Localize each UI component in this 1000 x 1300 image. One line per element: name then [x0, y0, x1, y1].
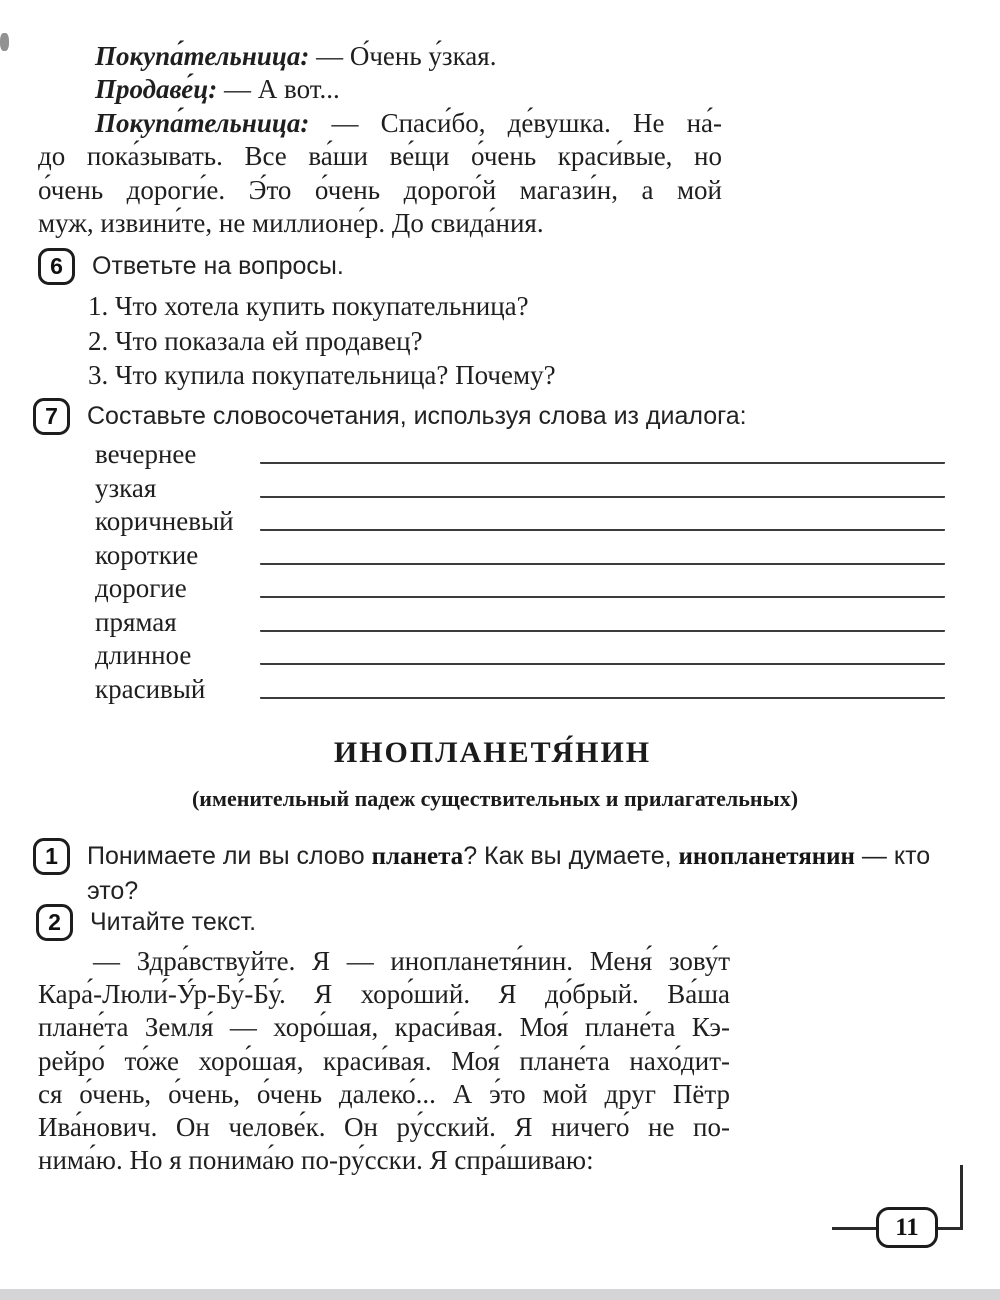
- instruction-fragment: планета: [371, 843, 464, 870]
- section-subtitle: (именительный падеж существительных и прилагательных): [191, 786, 799, 811]
- exercise-7-header: [33, 397, 983, 435]
- exercise-6-instruction: Ответьте на вопросы.: [92, 252, 344, 280]
- word-label: дорогие: [95, 573, 187, 603]
- dialog-text: о́чень дороги́е. Э́то о́чень дорого́й магази́н, а мой: [38, 174, 722, 205]
- scan-edge-bar: [0, 1289, 1000, 1300]
- section-title: ИНОПЛАНЕТЯ́НИН: [333, 736, 652, 769]
- exercise-7-instruction: Составьте словосочетания, используя слова из диалога:: [87, 402, 747, 430]
- answer-blank-line[interactable]: [260, 438, 945, 464]
- instruction-fragment: — кто это?: [87, 842, 931, 905]
- word-label: красивый: [95, 673, 206, 704]
- dialog-line: [38, 174, 722, 207]
- answer-blank-line[interactable]: [260, 673, 945, 699]
- dialog-text: — Спаси́бо, де́вушка. Не на́-: [331, 107, 722, 138]
- answer-blank-line[interactable]: [260, 639, 945, 665]
- page-number: 11: [876, 1207, 938, 1248]
- dialog-block: [38, 40, 722, 240]
- dialog-text: муж, извини́те, не миллионе́р. До свида́ния.: [38, 208, 544, 239]
- exercise-7-word-list: [95, 438, 945, 706]
- word-row: [95, 606, 945, 640]
- exercise-6-header: [38, 247, 968, 285]
- page-number-rule-right: [935, 1227, 963, 1230]
- instruction-fragment: инопланетянин: [678, 843, 855, 870]
- dialog-line: [38, 73, 722, 106]
- story-line: ся о́чень, о́чень, о́чень далеко́... А э́то мой друг Пётр: [38, 1078, 730, 1109]
- story-line: плане́та Земля́ — хоро́шая, краси́вая. Моя́ плане́та Кэ-: [38, 1012, 730, 1043]
- dialog-text: — О́чень у́зкая.: [316, 41, 497, 71]
- page-number-rule-left: [832, 1227, 878, 1230]
- dialog-speaker: Продаве́ц:: [95, 74, 218, 105]
- dialog-speaker: Покупа́тельница:: [95, 107, 310, 138]
- dialog-line: [38, 40, 722, 73]
- word-label: коричневый: [95, 506, 234, 536]
- word-row: [95, 438, 945, 472]
- word-row: [95, 639, 945, 673]
- exercise-1-instruction: [87, 837, 932, 909]
- word-label: вечернее: [95, 439, 197, 469]
- answer-blank-line[interactable]: [260, 539, 945, 565]
- story-line: нима́ю. Но я понима́ю по-ру́сски. Я спра́шиваю:: [38, 1145, 594, 1176]
- exercise-1-header: [33, 837, 968, 909]
- story-line: рейро́ то́же хоро́шая, краси́вая. Моя́ плане́та нахо́дит-: [38, 1045, 730, 1076]
- word-label: узкая: [95, 472, 157, 503]
- exercise-2-instruction: Читайте текст.: [90, 908, 257, 936]
- word-label: длинное: [95, 640, 192, 670]
- answer-blank-line[interactable]: [260, 505, 945, 531]
- word-row: [95, 539, 945, 573]
- exercise-1-number-badge: 1: [33, 838, 70, 875]
- story-paragraph: [38, 945, 730, 1177]
- exercise-6-number-badge: 6: [38, 248, 75, 285]
- story-line: Кара́-Люли́-У́р-Бу́-Бу́. Я хоро́ший. Я до́брый. Ва́ша: [38, 979, 730, 1010]
- exercise-2-header: [36, 903, 736, 941]
- word-row: [95, 572, 945, 606]
- page-number-rule-vertical: [960, 1165, 963, 1230]
- question-line: 2. Что показала ей продавец?: [88, 325, 423, 356]
- dialog-text: до пока́зывать. Все ва́ши ве́щи о́чень краси́вые, но: [38, 141, 722, 172]
- question-line: 3. Что купила покупательница? Почему?: [88, 360, 556, 391]
- answer-blank-line[interactable]: [260, 606, 945, 632]
- instruction-fragment: Понимаете ли вы слово: [87, 842, 372, 870]
- dialog-line: [38, 107, 722, 140]
- answer-blank-line[interactable]: [260, 472, 945, 498]
- dialog-speaker: Покупа́тельница:: [95, 41, 310, 71]
- dialog-line: [38, 140, 722, 173]
- exercise-7-number-badge: 7: [33, 398, 70, 435]
- question-line: 1. Что хотела купить покупательница?: [88, 291, 529, 321]
- instruction-fragment: ? Как вы думаете,: [463, 842, 679, 870]
- story-line: Ива́нович. Он челове́к. Он ру́сский. Я ничего́ не по-: [38, 1112, 730, 1143]
- word-label: прямая: [95, 606, 177, 637]
- story-line: — Здра́вствуйте. Я — инопланетя́нин. Меня́ зову́т: [93, 946, 730, 976]
- word-row: [95, 472, 945, 506]
- scan-artifact: [0, 33, 9, 51]
- word-label: короткие: [95, 539, 199, 570]
- word-row: [95, 505, 945, 539]
- exercise-6-questions: [88, 289, 788, 393]
- word-row: [95, 673, 945, 707]
- exercise-2-number-badge: 2: [36, 904, 73, 941]
- answer-blank-line[interactable]: [260, 572, 945, 598]
- dialog-line: [38, 207, 722, 240]
- dialog-text: — А вот...: [224, 74, 340, 105]
